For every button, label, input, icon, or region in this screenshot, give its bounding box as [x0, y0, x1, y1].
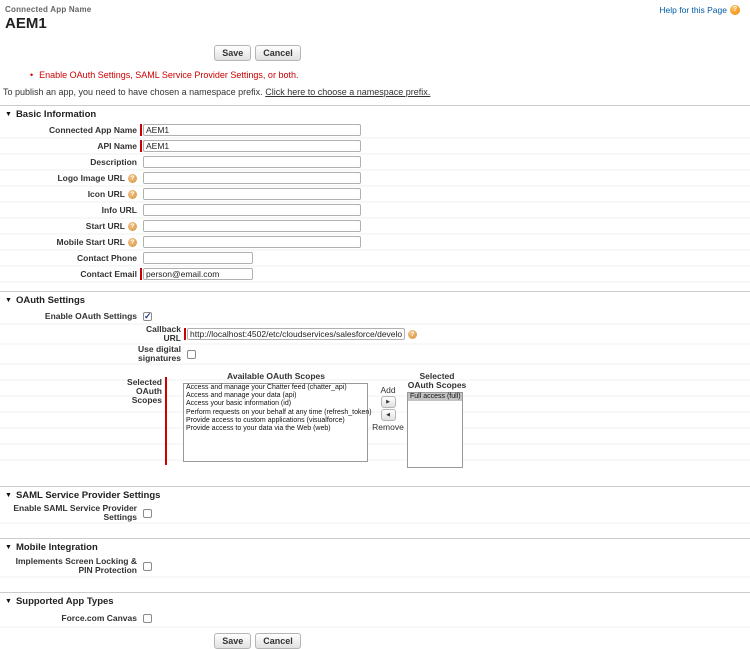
field-row-digital-signatures	[0, 345, 750, 365]
section-title: OAuth Settings	[15, 295, 86, 306]
section-title: Supported App Types	[15, 596, 114, 607]
field-label: Selected OAuth Scopes	[127, 377, 162, 405]
field-row-info-url	[0, 203, 750, 219]
help-icon[interactable]: ?	[730, 5, 740, 15]
remove-scope-button[interactable]: ◀	[381, 409, 396, 421]
field-row-enable-saml	[0, 504, 750, 524]
cancel-button-bottom[interactable]: Cancel	[255, 633, 301, 649]
field-row-contact-email	[0, 267, 750, 283]
section-title: Basic Information	[15, 109, 97, 120]
oauth-scopes-picker	[183, 365, 467, 468]
add-scope-button[interactable]: ▶	[381, 396, 396, 408]
mobile-start-url-input[interactable]	[143, 236, 361, 248]
connected-app-name-input[interactable]	[143, 124, 361, 136]
page-header	[0, 0, 750, 32]
force-canvas-checkbox[interactable]	[143, 614, 152, 623]
field-row-mobile-start-url	[0, 235, 750, 251]
enable-saml-checkbox[interactable]	[143, 509, 152, 518]
cancel-button-top[interactable]: Cancel	[255, 45, 301, 61]
listbox-option-selected[interactable]: Full access (full)	[410, 393, 461, 400]
field-label: Icon URL	[87, 188, 125, 199]
save-button-top[interactable]: Save	[214, 45, 251, 61]
field-row-force-canvas	[0, 610, 750, 628]
contact-phone-input[interactable]	[143, 252, 253, 264]
start-url-input[interactable]	[143, 220, 361, 232]
remove-label: Remove	[372, 422, 404, 432]
collapse-twisty-icon[interactable]: ▼	[5, 598, 12, 605]
section-oauth-settings	[0, 291, 750, 478]
field-label: Description	[90, 156, 137, 167]
section-saml-settings	[0, 486, 750, 530]
field-label: Implements Screen Locking & PIN Protection	[15, 556, 137, 575]
error-text: Enable OAuth Settings, SAML Service Provider Settings, or both.	[39, 70, 299, 80]
callback-url-input[interactable]	[187, 328, 405, 340]
field-row-description	[0, 155, 750, 171]
logo-image-url-input[interactable]	[143, 172, 361, 184]
listbox-option[interactable]: Provide access to custom applications (visualforce)	[186, 416, 345, 424]
listbox-option[interactable]: Access and manage your Chatter feed (chatter_api)	[186, 384, 347, 391]
field-label: Use digital signatures	[138, 344, 181, 363]
section-header-basic-information[interactable]	[0, 106, 750, 123]
field-row-logo-image-url	[0, 171, 750, 187]
icon-url-input[interactable]	[143, 188, 361, 200]
error-bullet-icon: •	[30, 70, 34, 80]
required-bar	[140, 124, 142, 136]
required-bar	[165, 377, 167, 465]
field-row-connected-app-name	[0, 123, 750, 139]
required-bar	[184, 328, 186, 340]
screen-locking-checkbox[interactable]	[143, 562, 152, 571]
help-link-label: Help for this Page	[659, 5, 727, 15]
digital-signatures-checkbox[interactable]	[187, 350, 196, 359]
selected-scopes-listbox[interactable]	[407, 392, 463, 468]
collapse-twisty-icon[interactable]: ▼	[5, 111, 12, 118]
field-label: Enable OAuth Settings	[44, 310, 137, 321]
add-label: Add	[380, 385, 396, 395]
field-row-start-url	[0, 219, 750, 235]
listbox-option[interactable]: Provide access to your data via the Web (web)	[186, 425, 331, 433]
description-input[interactable]	[143, 156, 361, 168]
collapse-twisty-icon[interactable]: ▼	[5, 544, 12, 551]
field-label: Info URL	[101, 204, 137, 215]
section-header-mobile[interactable]	[0, 539, 750, 556]
choose-namespace-link[interactable]: Click here to choose a namespace prefix.	[265, 87, 431, 97]
section-header-saml[interactable]	[0, 487, 750, 504]
selected-scopes-header: Selected OAuth Scopes	[407, 371, 467, 390]
field-row-selected-oauth-scopes	[0, 365, 750, 472]
listbox-option[interactable]: Access your basic information (id)	[186, 400, 292, 408]
info-icon[interactable]: ?	[408, 330, 417, 339]
field-row-icon-url	[0, 187, 750, 203]
field-label: Force.com Canvas	[61, 612, 137, 623]
field-row-contact-phone	[0, 251, 750, 267]
info-icon[interactable]: ?	[128, 222, 137, 231]
field-label: Contact Phone	[77, 252, 137, 263]
info-icon[interactable]: ?	[128, 174, 137, 183]
listbox-option[interactable]: Access and manage your data (api)	[186, 392, 297, 400]
save-button-bottom[interactable]: Save	[214, 633, 251, 649]
required-bar	[140, 140, 142, 152]
field-label: Mobile Start URL	[56, 236, 125, 247]
contact-email-input[interactable]	[143, 268, 253, 280]
entity-type-label: Connected App Name	[5, 5, 92, 14]
available-scopes-header: Available OAuth Scopes	[227, 371, 325, 381]
field-label: Start URL	[85, 220, 125, 231]
section-mobile-integration	[0, 538, 750, 584]
field-row-enable-oauth	[0, 309, 750, 325]
field-row-screen-locking	[0, 556, 750, 578]
collapse-twisty-icon[interactable]: ▼	[5, 492, 12, 499]
field-label: Contact Email	[80, 268, 137, 279]
info-icon[interactable]: ?	[128, 238, 137, 247]
field-label: Callback URL	[146, 324, 181, 343]
namespace-text: To publish an app, you need to have chosen a namespace prefix.	[3, 87, 263, 97]
collapse-twisty-icon[interactable]: ▼	[5, 297, 12, 304]
error-message	[30, 70, 750, 80]
field-row-api-name	[0, 139, 750, 155]
field-label: Logo Image URL	[57, 172, 125, 183]
namespace-notice	[3, 87, 750, 97]
listbox-option[interactable]: Perform requests on your behalf at any time (refresh_token)	[186, 408, 372, 416]
section-title: Mobile Integration	[15, 542, 98, 553]
section-supported-app-types	[0, 592, 750, 628]
info-icon[interactable]: ?	[128, 190, 137, 199]
api-name-input[interactable]	[143, 140, 361, 152]
page-title: AEM1	[5, 15, 47, 32]
enable-oauth-checkbox[interactable]	[143, 312, 152, 321]
field-row-callback-url	[0, 325, 750, 345]
field-label: Connected App Name	[48, 124, 137, 135]
top-button-row	[0, 43, 515, 61]
section-header-app-types[interactable]	[0, 593, 750, 610]
help-for-this-page-link[interactable]	[659, 5, 740, 15]
field-label: Enable SAML Service Provider Settings	[13, 503, 137, 522]
info-url-input[interactable]	[143, 204, 361, 216]
section-basic-information	[0, 105, 750, 283]
section-title: SAML Service Provider Settings	[15, 490, 161, 501]
bottom-button-row	[0, 631, 515, 649]
field-label: API Name	[97, 140, 137, 151]
section-header-oauth-settings[interactable]	[0, 292, 750, 309]
available-scopes-listbox[interactable]	[183, 383, 372, 462]
required-bar	[140, 268, 142, 280]
